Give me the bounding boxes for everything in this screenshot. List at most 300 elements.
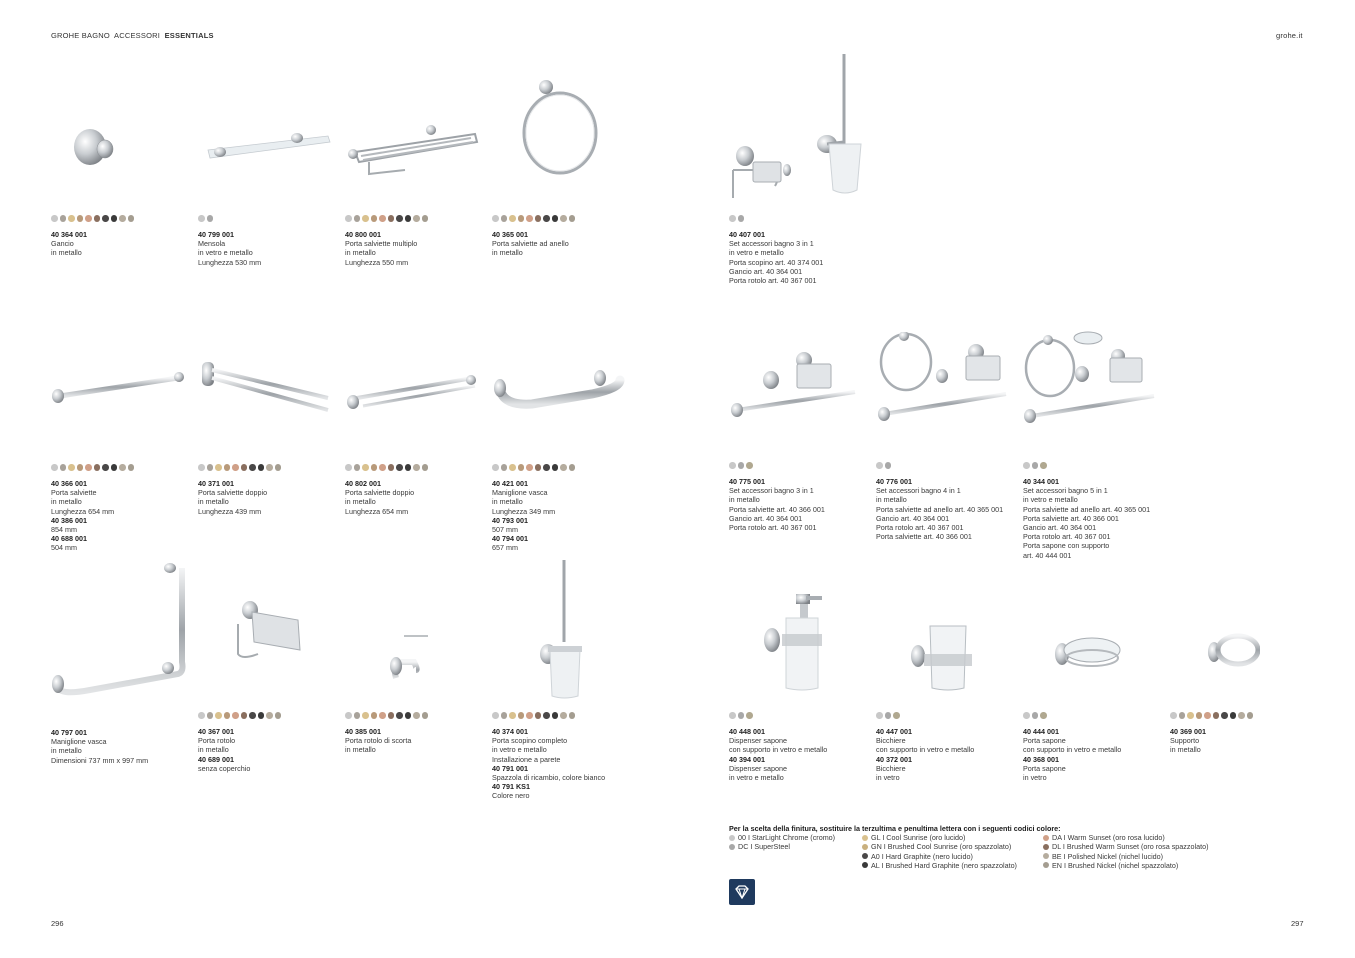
legend-label: A0 I Hard Graphite (nero lucido): [871, 851, 973, 861]
product-card: [345, 712, 483, 755]
product-description: Porta rotolo di scorta: [345, 736, 412, 746]
finish-swatch: [535, 712, 542, 719]
shelf-image: [200, 128, 332, 166]
finish-swatch: [422, 464, 429, 471]
legend-label: BE I Polished Nickel (nichel lucido): [1052, 851, 1164, 861]
product-description: Lunghezza 654 mm: [345, 506, 409, 516]
breadcrumb: [51, 31, 214, 40]
product-description: 657 mm: [492, 543, 518, 553]
product-code: 40 365 001: [492, 230, 528, 239]
finish-swatch: [396, 464, 403, 471]
product-code: 40 371 001: [198, 479, 234, 488]
product-description: Porta salviette: [51, 488, 97, 498]
finish-swatch: [241, 464, 248, 471]
finish-swatch: [1196, 712, 1203, 719]
spare-roll-holder-image: [388, 578, 438, 682]
finish-swatch: [405, 712, 412, 719]
toilet-roll-holder-image: [228, 598, 304, 662]
finish-swatch: [422, 215, 429, 222]
finish-swatch: [362, 712, 369, 719]
product-card: [51, 464, 189, 553]
legend-label: GN I Brushed Cool Sunrise (oro spazzolato): [871, 842, 1012, 852]
finish-swatch: [111, 215, 118, 222]
finish-swatches: [876, 462, 1014, 469]
product-description: in metallo: [492, 497, 523, 507]
finish-swatch: [68, 215, 75, 222]
finish-swatch: [729, 835, 735, 841]
product-description: in metallo: [729, 495, 760, 505]
finish-swatch: [60, 464, 67, 471]
legend-label: GL I Cool Sunrise (oro lucido): [871, 833, 966, 843]
double-towel-bar-image: [345, 368, 479, 414]
product-description: Porta salviette art. 40 366 001: [1023, 513, 1119, 523]
product-description: Porta salviette multiplo: [345, 239, 418, 249]
soap-dispenser-image: [760, 590, 830, 694]
product-description: art. 40 444 001: [1023, 550, 1072, 560]
finish-swatch: [526, 464, 533, 471]
product-card: [1023, 712, 1161, 782]
product-description: Gancio art. 40 364 001: [1023, 523, 1097, 533]
finish-swatch: [552, 712, 559, 719]
finish-swatches: [492, 464, 630, 471]
finish-swatches: [345, 215, 483, 222]
product-card: [729, 215, 867, 285]
finish-swatch: [535, 464, 542, 471]
product-description: in metallo: [492, 248, 523, 258]
product-description: Lunghezza 530 mm: [198, 257, 262, 267]
finish-swatch: [876, 712, 883, 719]
finish-swatch: [396, 712, 403, 719]
product-description: Set accessori bagno 5 in 1: [1023, 486, 1108, 496]
finish-swatch: [729, 462, 736, 469]
page-number-left: 296: [51, 919, 64, 928]
accessory-set-5in1-image: [1022, 328, 1162, 424]
finish-swatch: [207, 464, 214, 471]
finish-swatch: [119, 464, 126, 471]
finish-swatch: [492, 215, 499, 222]
tumbler-image: [908, 620, 978, 694]
finish-swatch: [51, 464, 58, 471]
finish-swatch: [198, 215, 205, 222]
product-description: Maniglione vasca: [492, 488, 548, 498]
product-description: con supporto in vetro e metallo: [1023, 745, 1122, 755]
product-description: Bicchiere: [876, 736, 906, 746]
legend-item: [1043, 842, 1233, 851]
legend-item: [1043, 833, 1233, 842]
finish-swatches: [198, 215, 336, 222]
finish-swatches: [345, 464, 483, 471]
finish-swatch: [102, 215, 109, 222]
finish-swatch: [1170, 712, 1177, 719]
product-description: in metallo: [345, 248, 376, 258]
product-description: in vetro e metallo: [729, 773, 784, 783]
finish-swatch: [518, 464, 525, 471]
soap-dish-image: [1052, 632, 1124, 676]
product-code: 40 448 001: [729, 727, 765, 736]
finish-swatch: [405, 464, 412, 471]
product-card: [876, 462, 1014, 541]
finish-swatch: [422, 712, 429, 719]
finish-swatch: [569, 464, 576, 471]
finish-swatch: [738, 462, 745, 469]
product-code: 40 407 001: [729, 230, 765, 239]
finish-swatch: [1213, 712, 1220, 719]
breadcrumb-collection: ESSENTIALS: [164, 31, 214, 40]
product-card: [729, 462, 867, 532]
legend-columns: [729, 833, 1233, 870]
finish-swatches: [492, 215, 630, 222]
finish-code-legend: [729, 824, 1233, 870]
finish-swatch: [371, 215, 378, 222]
finish-swatch: [1230, 712, 1237, 719]
legend-title: Per la scelta della finitura, sostituire la terzultima e penultima lettera con i seguenti codici colore:: [729, 824, 1061, 833]
product-card: [492, 215, 630, 258]
finish-swatch: [275, 464, 282, 471]
product-code: 40 447 001: [876, 727, 912, 736]
product-description: Installazione a parete: [492, 754, 561, 764]
product-code: 40 367 001: [198, 727, 234, 736]
finish-swatches: [729, 215, 867, 222]
product-description: in metallo: [1170, 745, 1201, 755]
finish-swatch: [526, 712, 533, 719]
finish-swatch: [85, 215, 92, 222]
finish-swatch: [569, 215, 576, 222]
product-description: Porta sapone: [1023, 736, 1066, 746]
page-number-right: 297: [1291, 919, 1304, 928]
finish-swatch: [1043, 862, 1049, 868]
finish-swatch: [560, 215, 567, 222]
product-description: Porta rotolo art. 40 367 001: [729, 276, 817, 286]
finish-swatch: [258, 464, 265, 471]
product-description: in metallo: [345, 497, 376, 507]
finish-swatch: [224, 712, 231, 719]
legend-column: [729, 833, 862, 870]
product-description: Colore nero: [492, 791, 530, 801]
finish-swatch: [388, 712, 395, 719]
finish-swatch: [51, 215, 58, 222]
finish-swatch: [1187, 712, 1194, 719]
legend-label: DC I SuperSteel: [738, 842, 790, 852]
finish-swatch: [1179, 712, 1186, 719]
finish-swatch: [345, 464, 352, 471]
holder-support-image: [1206, 632, 1260, 674]
finish-swatch: [266, 464, 273, 471]
finish-swatch: [1238, 712, 1245, 719]
finish-swatch: [224, 464, 231, 471]
corner-grab-bar-image: [50, 562, 190, 700]
product-code: 40 366 001: [51, 479, 87, 488]
product-description: Dispenser sapone: [729, 736, 787, 746]
product-code: 40 775 001: [729, 477, 765, 486]
legend-item: [729, 842, 862, 851]
finish-swatch: [94, 464, 101, 471]
product-description: Lunghezza 439 mm: [198, 506, 262, 516]
finish-swatch: [68, 464, 75, 471]
finish-swatch: [354, 712, 361, 719]
accessory-set-4in1-image: [876, 332, 1016, 424]
finish-swatch: [569, 712, 576, 719]
finish-swatch: [275, 712, 282, 719]
product-description: in vetro e metallo: [198, 248, 253, 258]
finish-swatch: [207, 712, 214, 719]
product-description: in metallo: [51, 497, 82, 507]
product-code: 40 386 001: [51, 515, 87, 525]
legend-item: [862, 833, 1043, 842]
product-description: Porta rotolo art. 40 367 001: [1023, 532, 1111, 542]
product-description: Porta rotolo: [198, 736, 236, 746]
finish-swatch: [207, 215, 214, 222]
product-description: Porta salviette doppio: [345, 488, 415, 498]
finish-swatch: [518, 712, 525, 719]
legend-column: [1043, 833, 1233, 870]
finish-swatch: [862, 853, 868, 859]
finish-swatch: [379, 712, 386, 719]
finish-swatch: [1023, 462, 1030, 469]
finish-swatch: [1043, 853, 1049, 859]
product-card: [51, 215, 189, 258]
finish-swatch: [738, 215, 745, 222]
finish-swatch: [354, 215, 361, 222]
legend-label: 00 I StarLight Chrome (cromo): [738, 833, 836, 843]
product-code: 40 364 001: [51, 230, 87, 239]
finish-swatch: [509, 215, 516, 222]
product-description: Porta salviette ad anello art. 40 365 001: [876, 504, 1004, 514]
finish-swatch: [885, 462, 892, 469]
product-description: Set accessori bagno 4 in 1: [876, 486, 961, 496]
product-description: 504 mm: [51, 543, 77, 553]
legend-item: [1043, 852, 1233, 861]
finish-swatch: [552, 464, 559, 471]
legend-label: EN I Brushed Nickel (nichel spazzolato): [1052, 860, 1179, 870]
finish-swatch: [501, 712, 508, 719]
towel-ring-image: [520, 75, 600, 175]
finish-swatch: [249, 464, 256, 471]
finish-swatch: [85, 464, 92, 471]
product-description: in vetro e metallo: [1023, 495, 1078, 505]
finish-swatches: [729, 712, 867, 719]
product-description: Bicchiere: [876, 763, 906, 773]
finish-swatches: [1023, 712, 1161, 719]
product-code: 40 689 001: [198, 754, 234, 764]
legend-column: [862, 833, 1043, 870]
product-description: in vetro: [1023, 773, 1047, 783]
finish-swatch: [1040, 462, 1047, 469]
product-description: Porta salviette ad anello: [492, 239, 569, 249]
brand-badge-icon: [729, 879, 755, 905]
legend-label: DL I Brushed Warm Sunset (oro rosa spazzolato): [1052, 842, 1209, 852]
finish-swatch: [1221, 712, 1228, 719]
product-description: con supporto in vetro e metallo: [876, 745, 975, 755]
finish-swatch: [362, 464, 369, 471]
towel-bar-image: [50, 368, 190, 408]
finish-swatches: [1170, 712, 1308, 719]
finish-swatch: [501, 215, 508, 222]
product-card: [345, 464, 483, 516]
product-card: [198, 712, 336, 773]
legend-label: DA I Warm Sunset (oro rosa lucido): [1052, 833, 1165, 843]
finish-swatch: [560, 464, 567, 471]
finish-swatch: [862, 862, 868, 868]
finish-swatch: [405, 215, 412, 222]
finish-swatches: [492, 712, 630, 719]
finish-swatch: [128, 215, 135, 222]
product-code: 40 368 001: [1023, 754, 1059, 764]
finish-swatch: [729, 712, 736, 719]
product-description: in metallo: [51, 746, 82, 756]
finish-swatch: [862, 844, 868, 850]
product-description: in vetro e metallo: [729, 248, 784, 258]
product-code: 40 372 001: [876, 754, 912, 764]
finish-swatches: [198, 712, 336, 719]
finish-swatch: [77, 215, 84, 222]
accessory-set-3in1-image: [727, 52, 867, 204]
finish-swatch: [362, 215, 369, 222]
product-description: 507 mm: [492, 525, 518, 535]
finish-swatch: [354, 464, 361, 471]
finish-swatch: [492, 464, 499, 471]
legend-item: [729, 833, 862, 842]
finish-swatch: [77, 464, 84, 471]
finish-swatch: [119, 215, 126, 222]
finish-swatch: [258, 712, 265, 719]
product-description: Porta scopino art. 40 374 001: [729, 257, 824, 267]
finish-swatch: [729, 844, 735, 850]
product-description: Gancio art. 40 364 001: [876, 513, 950, 523]
finish-swatch: [266, 712, 273, 719]
double-swivel-towel-bar-image: [200, 358, 334, 416]
finish-swatch: [232, 712, 239, 719]
breadcrumb-brand: GROHE BAGNO: [51, 31, 110, 40]
finish-swatch: [1040, 712, 1047, 719]
product-description: Set accessori bagno 3 in 1: [729, 239, 814, 249]
product-code: 40 776 001: [876, 477, 912, 486]
finish-swatch: [379, 215, 386, 222]
finish-swatch: [128, 464, 135, 471]
product-description: Porta sapone: [1023, 763, 1066, 773]
product-code: 40 794 001: [492, 534, 528, 544]
product-description: Maniglione vasca: [51, 737, 107, 747]
finish-swatch: [1043, 844, 1049, 850]
product-code: 40 797 001: [51, 728, 87, 737]
finish-swatch: [492, 712, 499, 719]
product-description: Porta salviette art. 40 366 001: [729, 504, 825, 514]
finish-swatches: [345, 712, 483, 719]
hook-image: [72, 126, 117, 168]
product-code: 40 791 KS1: [492, 782, 530, 792]
product-code: 40 344 001: [1023, 477, 1059, 486]
toilet-brush-holder-image: [536, 558, 596, 702]
finish-swatch: [241, 712, 248, 719]
product-card: [1023, 462, 1161, 560]
finish-swatch: [862, 835, 868, 841]
finish-swatch: [371, 464, 378, 471]
product-description: Porta scopino completo: [492, 736, 568, 746]
product-description: Porta sapone con supporto: [1023, 541, 1110, 551]
product-code: 40 793 001: [492, 515, 528, 525]
product-code: 40 421 001: [492, 479, 528, 488]
finish-swatch: [535, 215, 542, 222]
finish-swatch: [388, 215, 395, 222]
product-description: Porta rotolo art. 40 367 001: [876, 523, 964, 533]
grip-bar-image: [492, 368, 628, 412]
finish-swatch: [388, 464, 395, 471]
finish-swatch: [1204, 712, 1211, 719]
product-card: [198, 464, 336, 516]
product-description: in vetro: [876, 773, 900, 783]
finish-swatch: [1043, 835, 1049, 841]
finish-swatch: [893, 712, 900, 719]
finish-swatch: [371, 712, 378, 719]
product-card: [345, 215, 483, 267]
legend-label: AL I Brushed Hard Graphite (nero spazzolato): [871, 860, 1017, 870]
product-card: [729, 712, 867, 782]
finish-swatches: [876, 712, 1014, 719]
finish-swatch: [543, 215, 550, 222]
finish-swatch: [94, 215, 101, 222]
product-description: 854 mm: [51, 525, 77, 535]
product-description: Dimensioni 737 mm x 997 mm: [51, 755, 149, 765]
product-description: Porta salviette art. 40 366 001: [876, 532, 972, 542]
finish-swatch: [543, 712, 550, 719]
legend-item: [862, 852, 1043, 861]
finish-swatches: [729, 462, 867, 469]
finish-swatch: [518, 215, 525, 222]
product-description: in vetro e metallo: [492, 745, 547, 755]
finish-swatch: [509, 712, 516, 719]
product-description: con supporto in vetro e metallo: [729, 745, 828, 755]
product-code: 40 688 001: [51, 534, 87, 544]
finish-swatch: [413, 464, 420, 471]
finish-swatch: [1032, 462, 1039, 469]
product-code: 40 374 001: [492, 727, 528, 736]
finish-swatch: [885, 712, 892, 719]
product-description: Mensola: [198, 239, 226, 249]
finish-swatch: [746, 462, 753, 469]
finish-swatch: [729, 215, 736, 222]
product-card: [51, 728, 189, 765]
finish-swatch: [746, 712, 753, 719]
product-description: Gancio art. 40 364 001: [729, 513, 803, 523]
finish-swatch: [413, 712, 420, 719]
finish-swatch: [543, 464, 550, 471]
product-description: Dispenser sapone: [729, 763, 787, 773]
product-description: Porta rotolo art. 40 367 001: [729, 523, 817, 533]
finish-swatches: [1023, 462, 1161, 469]
product-code: 40 369 001: [1170, 727, 1206, 736]
finish-swatch: [249, 712, 256, 719]
finish-swatches: [51, 464, 189, 471]
multi-towel-rack-image: [345, 122, 479, 180]
product-description: Gancio art. 40 364 001: [729, 266, 803, 276]
product-description: in metallo: [345, 745, 376, 755]
product-card: [198, 215, 336, 267]
finish-swatch: [379, 464, 386, 471]
legend-item: [862, 861, 1043, 870]
finish-swatch: [102, 464, 109, 471]
finish-swatches: [198, 464, 336, 471]
finish-swatch: [396, 215, 403, 222]
product-code: 40 799 001: [198, 230, 234, 239]
finish-swatch: [198, 464, 205, 471]
product-description: Lunghezza 349 mm: [492, 506, 556, 516]
site-url[interactable]: grohe.it: [1276, 31, 1303, 40]
finish-swatch: [876, 462, 883, 469]
product-card: [492, 464, 630, 553]
product-code: 40 385 001: [345, 727, 381, 736]
product-description: Lunghezza 654 mm: [51, 506, 115, 516]
product-description: Porta salviette doppio: [198, 488, 268, 498]
product-description: Set accessori bagno 3 in 1: [729, 486, 814, 496]
